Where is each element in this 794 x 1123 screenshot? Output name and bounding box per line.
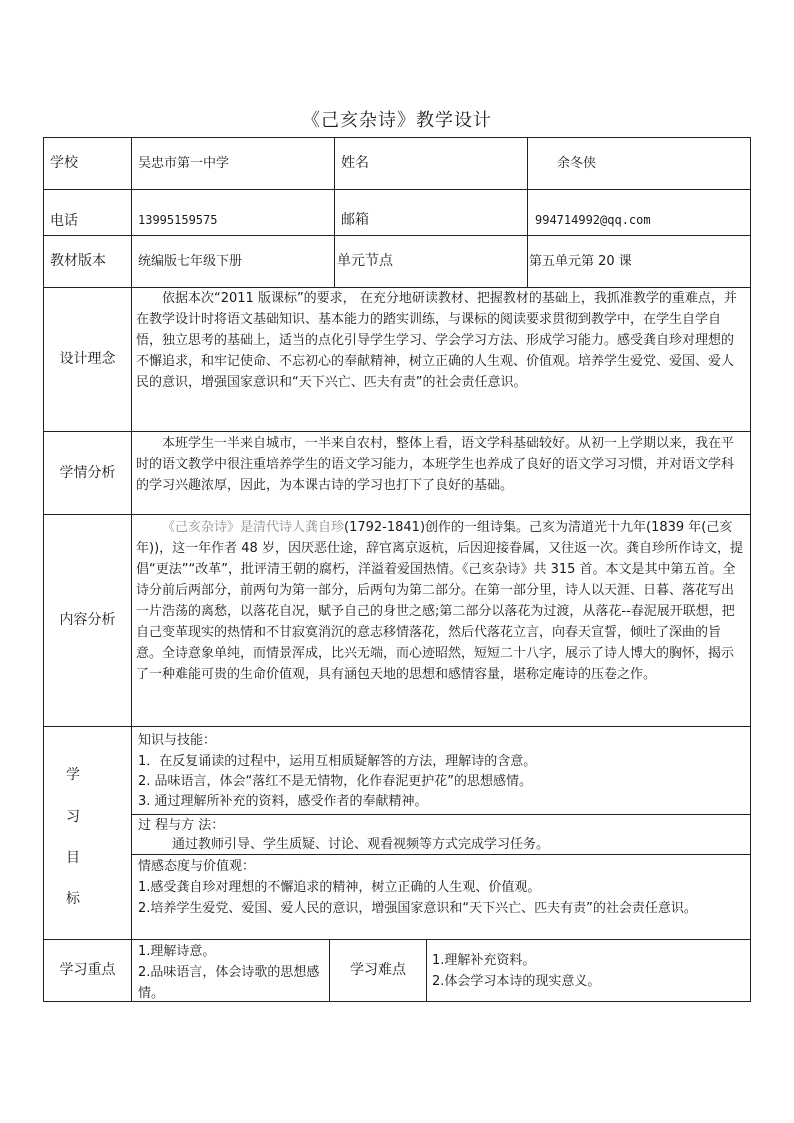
name-label: 姓名	[341, 155, 369, 171]
goals-label-char: 学	[66, 767, 80, 783]
focus-label: 学习重点	[59, 962, 116, 978]
goals-label-char: 标	[66, 891, 80, 907]
difficulty-item: 2.体会学习本诗的现实意义。	[432, 974, 601, 989]
unit-value: 第五单元第 20 课	[529, 254, 632, 269]
school-value: 吴忠市第一中学	[138, 156, 230, 171]
table-row-divider	[43, 514, 751, 515]
design-text: 依据本次“2011 版课标”的要求， 在充分地研读教材、把握教材的基础上，我抓准教学的重难点，并在教学设计时将语文基础知识、基本能力的踏实训练，与课标的阅读要求贯彻到教学中，在学生自学自悟，独立思考的基础上，适当的点化引导学生学习、学会学习方法、形成学习能力。感受龚自珍对理想的不懈追求，和牢记使命、不忘初心的奉献精神，树立正确的人生观、价值观。培养学生爱党、爱国、爱人民的意识，增强国家意识和“天下兴亡、匹夫有责”的社会责任意识。	[136, 291, 737, 390]
goals-label-char: 目	[66, 850, 80, 866]
process-title: 过 程与方 法：	[138, 818, 225, 833]
knowledge-item: 1．在反复诵读的过程中，运用互相质疑解答的方法，理解诗的含意。	[138, 754, 537, 769]
emotion-item: 2.培养学生爱党、爱国、爱人民的意识，增强国家意识和“天下兴亡、匹夫有责”的社会责任意识。	[138, 901, 697, 916]
goals-label-char: 习	[66, 809, 80, 825]
emotion-item: 1.感受龚自珍对理想的不懈追求的精神，树立正确的人生观、价值观。	[138, 880, 541, 895]
phone-value: 13995159575	[138, 213, 218, 227]
email-value: 994714992@qq.com	[535, 213, 651, 227]
table-col-divider	[131, 137, 132, 1002]
content-text-main: (1792-1841)创作的一组诗集。己亥为清道光十九年(1839 年(己亥年))，这一年作者 48 岁，因厌恶仕途，辞官离京返杭，后因迎接眷属，又往返一次。龚自珍所作诗文，提倡“更法”“改革”，批评清王朝的腐朽，洋溢着爱国热情。《己亥杂诗》共 315 首。本文是其中第五首。全诗分前后两部分，前两句为第一部分，后两句为第二部分。在第一部分里，诗人以天涯、日暮、落花写出一片浩荡的离愁，以落花自况，赋予自己的身世之感;第二部分以落花为过渡，从落花--春泥展开联想，把自己变革现实的热情和不甘寂寞消沉的意志移情落花，然后代落花立言，向春天宣誓，倾吐了深曲的旨意。全诗意象单纯，而情景浑成，比兴无端，而心迹昭然，短短二十八字，展示了诗人博大的胸怀，揭示了一种难能可贵的生命价值观，具有涵包天地的思想和感情容量，堪称定庵诗的压卷之作。	[136, 520, 743, 682]
content-text-faded: 《己亥杂诗》是清代诗人龚自珍	[162, 520, 345, 535]
name-value: 余冬侠	[557, 156, 597, 171]
difficulty-item: 1.理解补充资料。	[432, 953, 536, 968]
process-text: 通过教师引导、学生质疑、讨论、观看视频等方式完成学习任务。	[172, 837, 550, 852]
students-text: 本班学生一半来自城市，一半来自农村，整体上看，语文学科基础较好。从初一上学期以来，我在平时的语文教学中很注重培养学生的语文学习能力，本班学生也养成了良好的语文学习习惯，并对语文学科的学习兴趣浓厚，因此，为本课古诗的学习也打下了良好的基础。	[136, 436, 735, 493]
table-col-divider	[426, 939, 427, 1002]
knowledge-item: 2. 品味语言，体会“落红不是无情物，化作春泥更护花”的思想感情。	[138, 774, 533, 789]
content-label: 内容分析	[59, 612, 116, 628]
content-text	[136, 517, 746, 725]
difficulty-label: 学习难点	[350, 962, 406, 978]
school-label: 学校	[50, 155, 78, 171]
table-row-divider	[43, 726, 751, 727]
table-row-divider	[43, 431, 751, 432]
page-title: 《己亥杂诗》教学设计	[302, 110, 492, 131]
table-col-divider	[334, 137, 335, 288]
table-border-right	[750, 137, 751, 1002]
design-label: 设计理念	[59, 351, 116, 367]
knowledge-item: 3. 通过理解所补充的资料，感受作者的奉献精神。	[138, 794, 428, 809]
knowledge-title: 知识与技能：	[138, 733, 217, 748]
edition-label: 教材版本	[50, 253, 106, 269]
students-label: 学情分析	[59, 464, 116, 481]
focus-item: 1.理解诗意。	[138, 944, 216, 959]
email-label: 邮箱	[341, 212, 369, 228]
unit-label: 单元节点	[337, 253, 393, 269]
emotion-title: 情感态度与价值观：	[138, 859, 256, 874]
table-col-divider	[527, 137, 528, 288]
focus-item: 2.品味语言，体会诗歌的思想感情。	[138, 965, 320, 1001]
phone-label: 电话	[50, 213, 78, 229]
edition-value: 统编版七年级下册	[138, 254, 243, 269]
